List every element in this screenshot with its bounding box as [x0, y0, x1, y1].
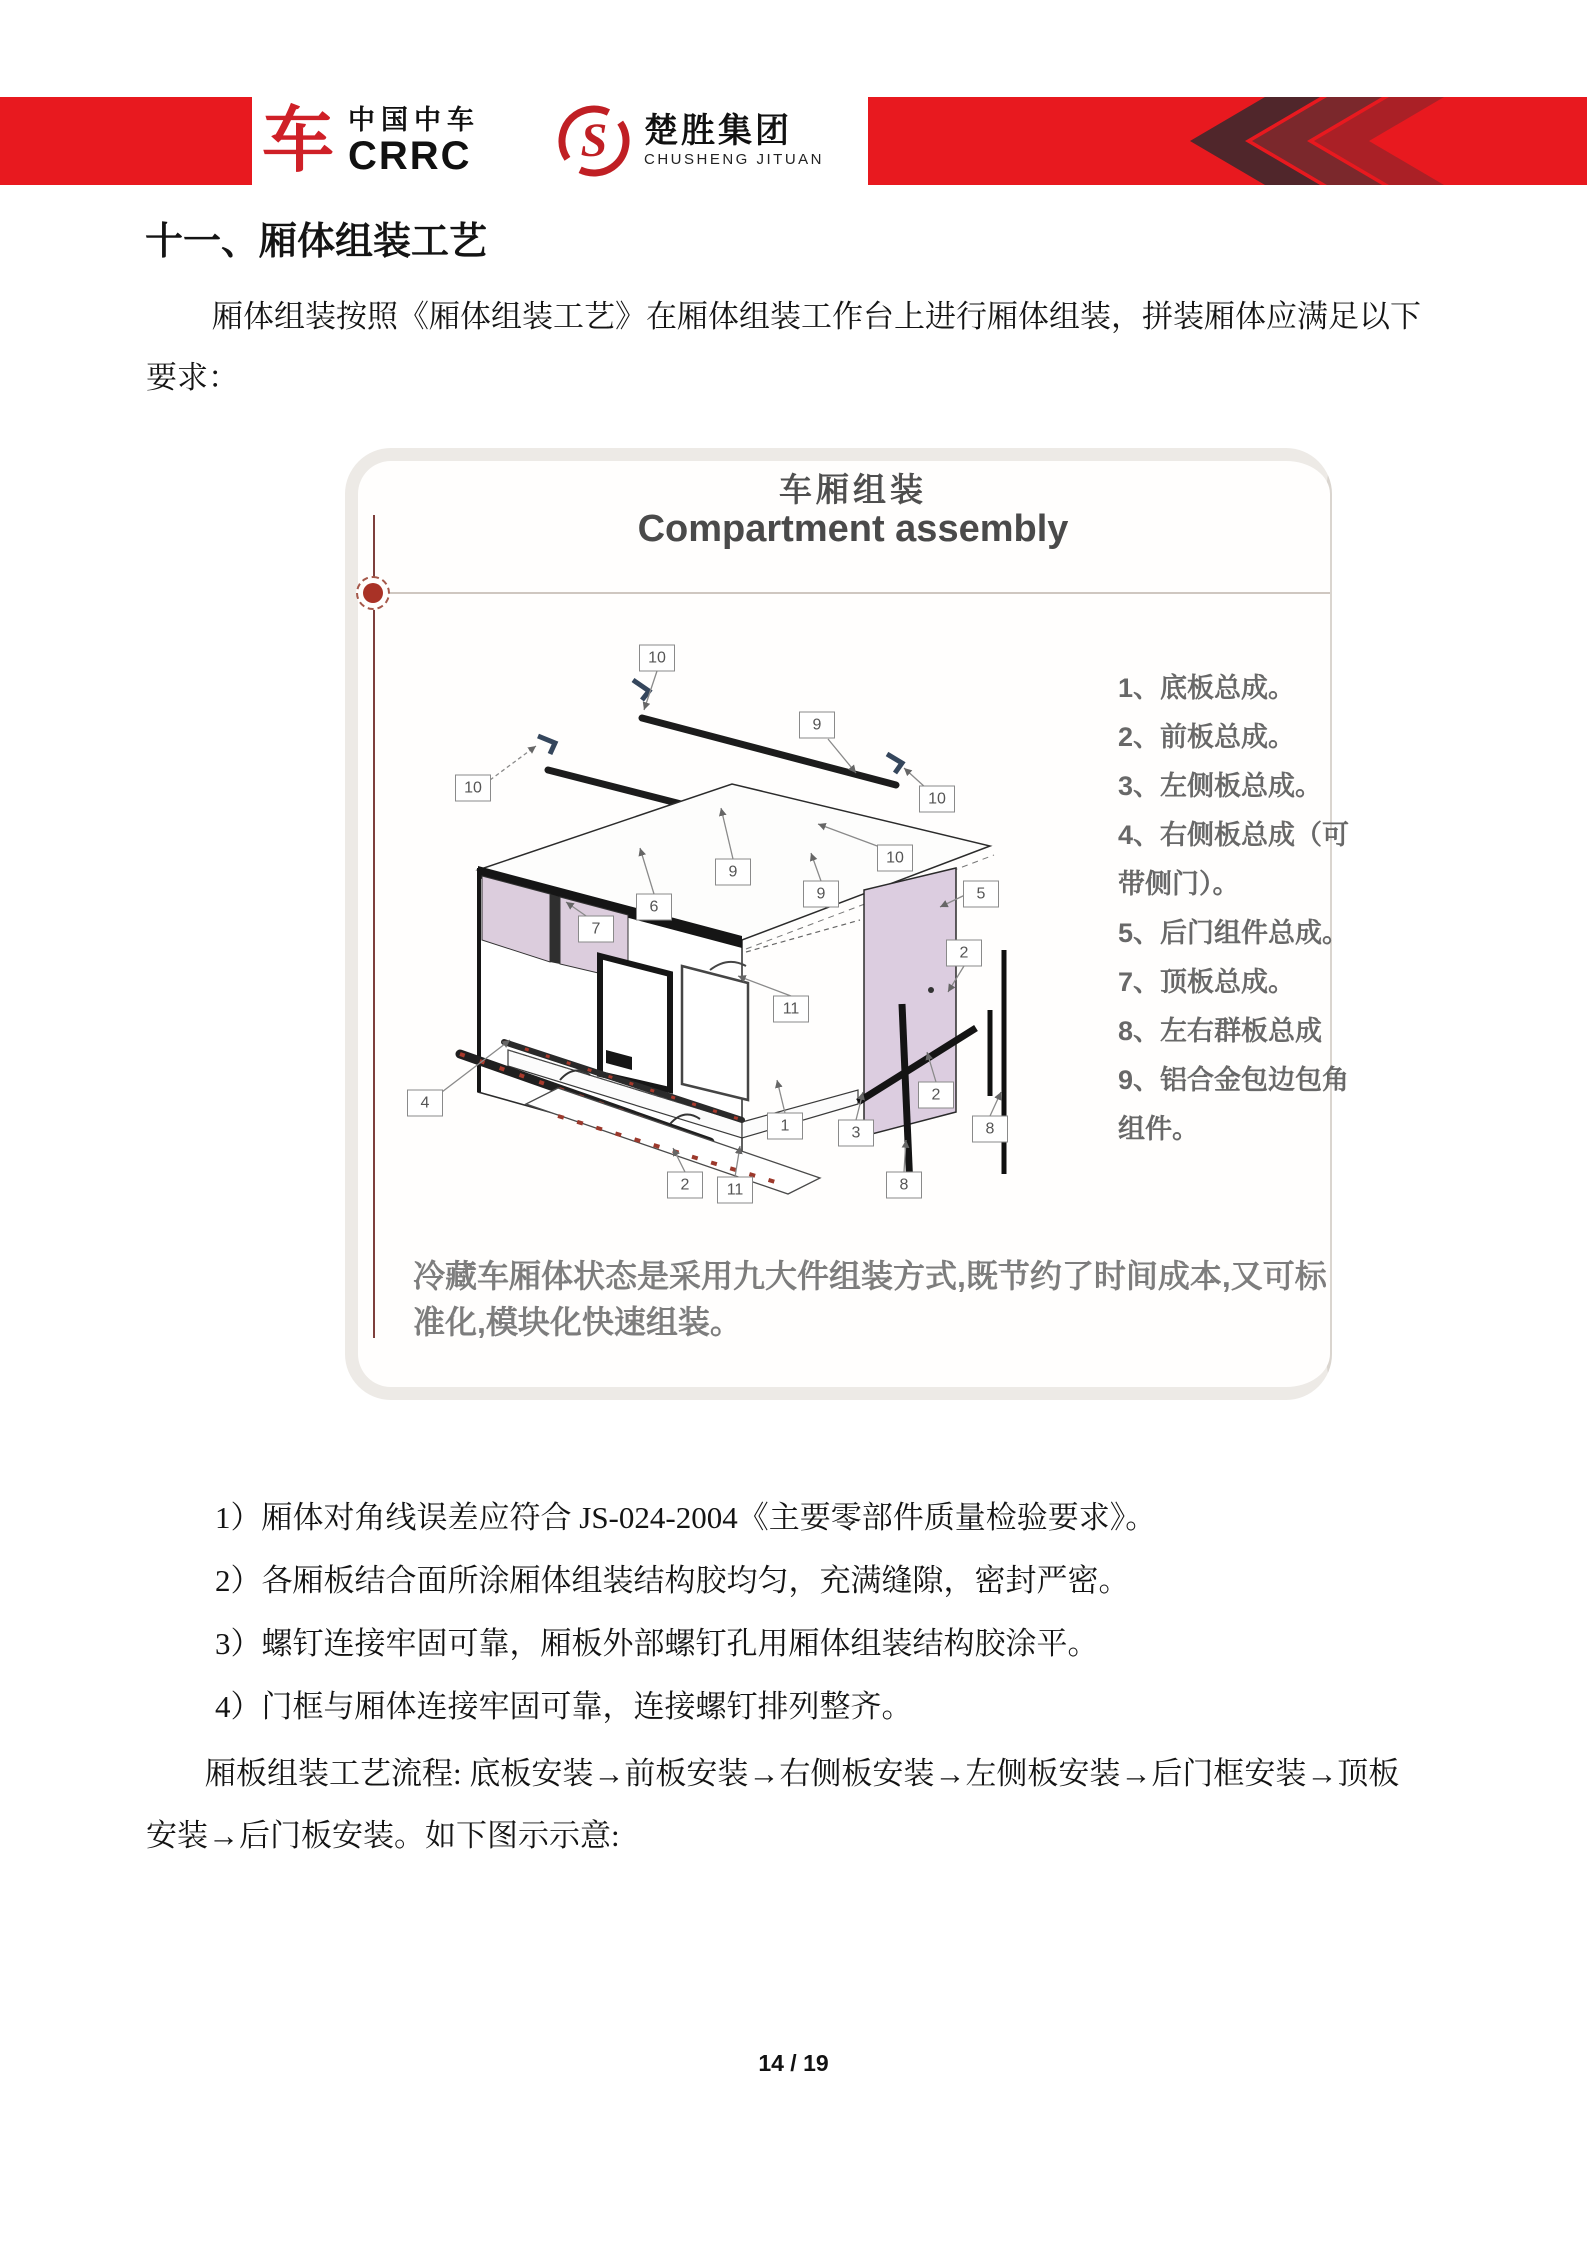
header-band-right	[868, 97, 1587, 185]
legend-line: 带侧门）。	[1118, 869, 1240, 899]
page-number: 14 / 19	[758, 2050, 829, 2076]
callout-box: 8	[972, 1116, 1008, 1143]
flow-line1: 厢板组装工艺流程: 底板安装→前板安装→右侧板安装→左侧板安装→后门框安装→顶板	[205, 1756, 1400, 1791]
callout-box: 10	[877, 845, 913, 872]
figure-title-zh: 车厢组装	[779, 471, 927, 508]
figure-title-en: Compartment assembly	[637, 508, 1069, 550]
requirements-list	[215, 1492, 1156, 1744]
legend-line: 9、铝合金包边包角	[1118, 1065, 1350, 1095]
legend-line: 4、右侧板总成（可	[1118, 820, 1350, 850]
intro-line2: 要求：	[146, 360, 239, 395]
callout-box: 9	[715, 859, 751, 886]
callout-box: 11	[773, 996, 809, 1023]
assembly-diagram-art	[390, 618, 1110, 1258]
intro-line1: 厢体组装按照《厢体组装工艺》在厢体组装工作台上进行厢体组装，拼装厢体应满足以下	[212, 299, 1421, 334]
chusheng-logo-zh: 楚胜集团	[644, 112, 792, 150]
callout-box: 11	[717, 1177, 753, 1204]
crrc-logo-zh: 中国中车	[348, 105, 481, 135]
section-heading: 十一、厢体组装工艺	[145, 221, 488, 263]
legend-line: 8、左右群板总成	[1118, 1016, 1323, 1046]
callout-box: 5	[963, 881, 999, 908]
callout-box: 6	[636, 894, 672, 921]
requirement-item: 2）各厢板结合面所涂厢体组装结构胶均匀，充满缝隙，密封严密。	[215, 1563, 1130, 1598]
callout-box: 2	[946, 940, 982, 967]
legend-line: 7、顶板总成。	[1118, 967, 1296, 997]
figure-legend	[1118, 664, 1349, 1154]
figure-caption	[413, 1253, 1327, 1345]
callout-box: 10	[455, 775, 491, 802]
callout-box: 4	[407, 1090, 443, 1117]
callout-box: 2	[918, 1082, 954, 1109]
callout-box: 1	[767, 1113, 803, 1140]
crrc-logo-icon: 车	[262, 101, 335, 181]
callout-box: 2	[667, 1172, 703, 1199]
crrc-logo-en: CRRC	[348, 134, 472, 178]
flow-line2: 安装→后门板安装。如下图示示意:	[146, 1818, 620, 1853]
requirement-item: 3）螺钉连接牢固可靠，厢板外部螺钉孔用厢体组装结构胶涂平。	[215, 1626, 1099, 1661]
chusheng-logo-en: CHUSHENG JITUAN	[644, 151, 825, 168]
callout-box: 7	[578, 916, 614, 943]
legend-line: 5、后门组件总成。	[1118, 918, 1350, 948]
legend-line: 1、底板总成。	[1118, 673, 1296, 703]
callout-box: 3	[838, 1120, 874, 1147]
legend-line: 3、左侧板总成。	[1118, 771, 1323, 801]
exploded-view-diagram	[390, 618, 1110, 1258]
figure-caption-line2: 准化,模块化快速组装。	[413, 1304, 742, 1340]
chusheng-logo-icon: S	[556, 103, 632, 179]
crrc-logo	[262, 100, 480, 182]
requirement-item: 1）厢体对角线误差应符合 JS-024-2004《主要零部件质量检验要求》。	[215, 1500, 1157, 1535]
callout-box: 10	[639, 645, 675, 672]
chusheng-logo	[556, 100, 824, 182]
legend-line: 2、前板总成。	[1118, 722, 1296, 752]
chevron-decoration	[1190, 97, 1450, 185]
timeline-line	[373, 515, 375, 1338]
requirement-item: 4）门框与厢体连接牢固可靠，连接螺钉排列整齐。	[215, 1689, 913, 1724]
figure-caption-line1: 冷藏车厢体状态是采用九大件组装方式,既节约了时间成本,又可标	[413, 1258, 1327, 1294]
title-divider	[374, 592, 1330, 594]
callout-box: 9	[799, 712, 835, 739]
callout-box: 8	[886, 1172, 922, 1199]
timeline-dot	[363, 583, 383, 603]
legend-line: 组件。	[1118, 1114, 1199, 1144]
header-band-left	[0, 97, 252, 185]
callout-box: 9	[803, 881, 839, 908]
callout-box: 10	[919, 786, 955, 813]
